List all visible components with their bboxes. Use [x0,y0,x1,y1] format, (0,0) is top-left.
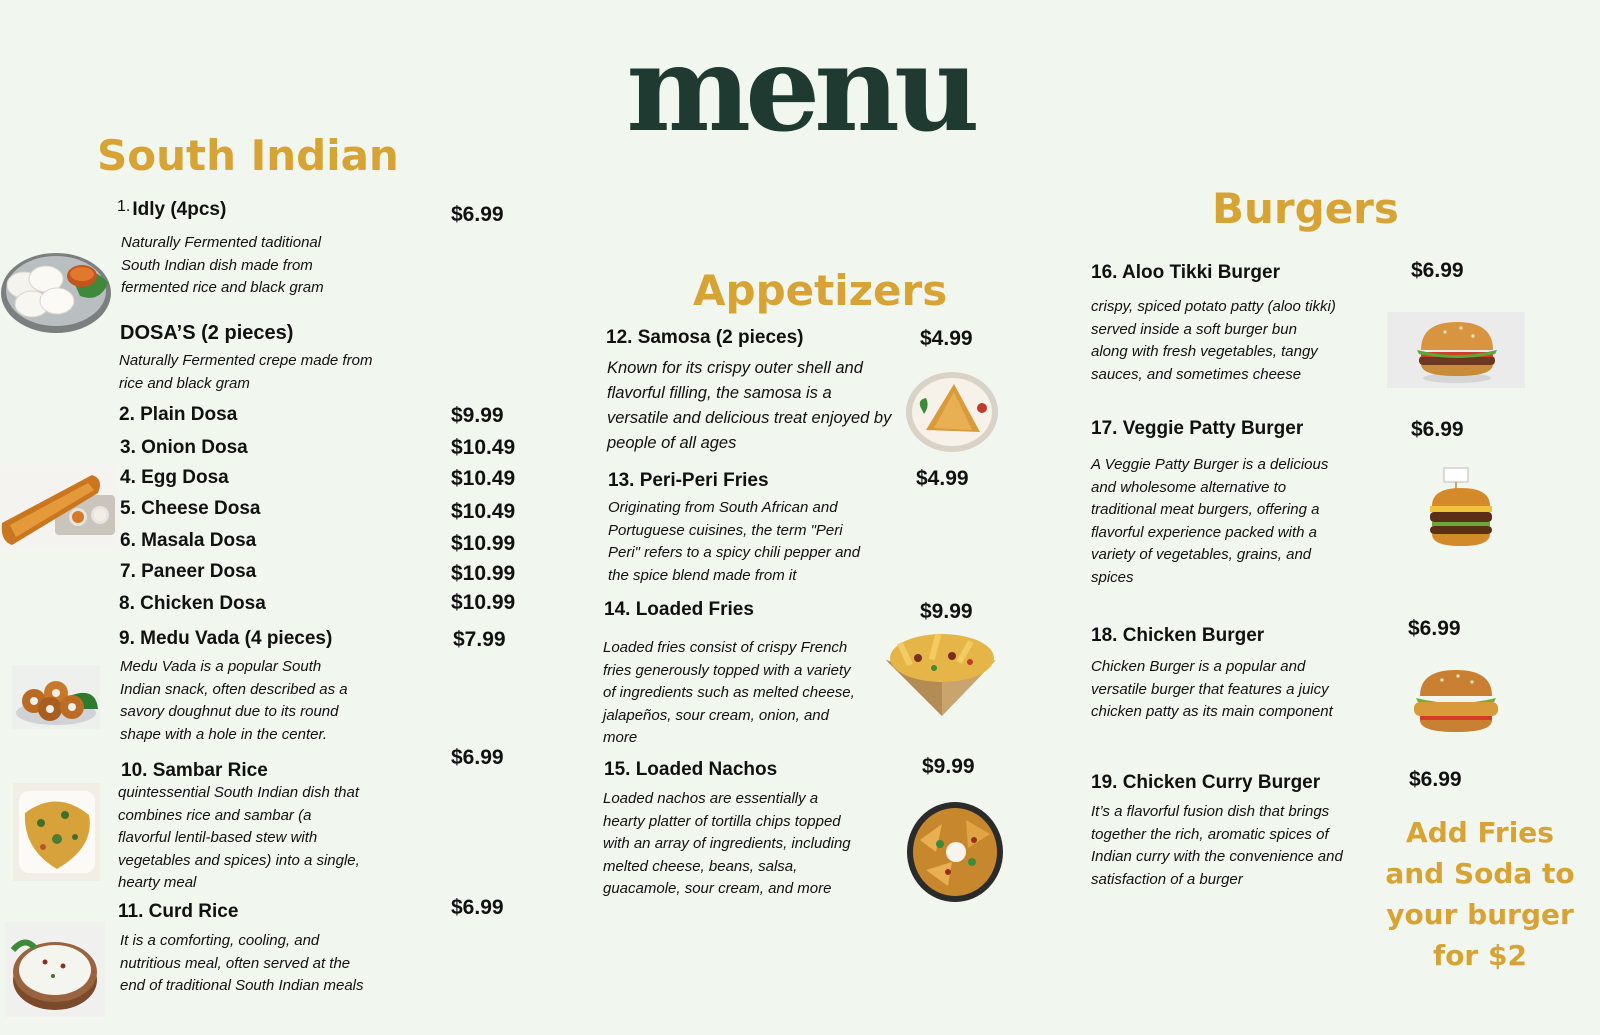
dosas-heading: DOSA’S (2 pieces) [120,322,294,344]
loaded-fries-image [882,628,1000,718]
aloo-tikki-burger-image [1387,312,1525,388]
promo-fries-soda [1380,812,1580,976]
promo-line-3: your burger [1386,898,1574,931]
medu-vada-image [12,665,100,729]
chicken-curry-burger-price: $6.99 [1409,768,1462,791]
chicken-dosa-price: $10.99 [451,591,516,614]
idly-number: 1. [117,198,131,215]
samosa-image [904,370,1000,454]
chicken-burger-image [1408,666,1504,738]
appetizers-heading: Appetizers [693,266,948,315]
sambar-rice-price: $6.99 [451,746,504,769]
dosas-description: Naturally Fermented crepe made from rice and black gram [119,352,373,392]
loaded-fries-description: Loaded fries consist of crispy French fries generously topped with a variety of ingredients such as melted cheese, jalapeños, sour cream, onion, and more [603,639,855,746]
sambar-rice-image [13,783,100,881]
burgers-heading: Burgers [1212,184,1399,233]
idly-name [117,198,226,221]
peri-peri-fries-price: $4.99 [916,467,969,490]
masala-dosa-price: $10.99 [451,532,516,555]
promo-line-1: Add Fries [1406,816,1554,849]
veggie-patty-burger-price: $6.99 [1411,418,1464,441]
chicken-burger-name: 18. Chicken Burger [1091,625,1265,646]
loaded-nachos-price: $9.99 [922,755,975,778]
onion-dosa-name: 3. Onion Dosa [120,437,248,458]
idly-label: Idly (4pcs) [132,199,227,220]
samosa-name: 12. Samosa (2 pieces) [606,327,804,348]
plain-dosa-price: $9.99 [451,404,504,427]
aloo-tikki-burger-description: crispy, spiced potato patty (aloo tikki) served inside a soft burger bun along with fresh vegetables, tangy sauces, and sometimes cheese [1091,298,1336,383]
egg-dosa-name: 4. Egg Dosa [120,467,229,488]
veggie-patty-burger-description: A Veggie Patty Burger is a delicious and wholesome alternative to traditional meat burgers, offering a flavorful experience packed with a variety of vegetables, grains, and spices [1091,456,1329,586]
idly-price: $6.99 [451,203,504,226]
samosa-description: Known for its crispy outer shell and flavorful filling, the samosa is a versatile and delicious treat enjoyed by people of all ages [607,359,892,452]
sambar-rice-name: 10. Sambar Rice [121,760,268,781]
promo-line-2: and Soda to [1385,857,1575,890]
aloo-tikki-burger-name: 16. Aloo Tikki Burger [1091,262,1280,283]
veggie-patty-burger-image [1418,466,1504,556]
chicken-dosa-name: 8. Chicken Dosa [119,593,266,614]
aloo-tikki-burger-price: $6.99 [1411,259,1464,282]
loaded-nachos-image [906,800,1004,904]
chicken-burger-description: Chicken Burger is a popular and versatile burger that features a juicy chicken patty as its main component [1091,658,1333,720]
medu-vada-price: $7.99 [453,628,506,651]
dosa-image [0,465,118,550]
medu-vada-name: 9. Medu Vada (4 pieces) [119,628,333,649]
samosa-price: $4.99 [920,327,973,350]
egg-dosa-price: $10.49 [451,467,516,490]
loaded-nachos-name: 15. Loaded Nachos [604,759,778,780]
cheese-dosa-price: $10.49 [451,500,516,523]
chicken-curry-burger-description: It’s a flavorful fusion dish that brings together the rich, aromatic spices of Indian curry with the convenience and satisfaction of a burger [1091,803,1343,888]
curd-rice-description: It is a comforting, cooling, and nutritious meal, often served at the end of traditional South Indian meals [120,932,364,994]
veggie-patty-burger-name: 17. Veggie Patty Burger [1091,418,1304,439]
idly-image [0,248,112,338]
promo-line-4: for $2 [1433,939,1527,972]
loaded-nachos-description: Loaded nachos are essentially a hearty platter of tortilla chips topped with an array of ingredients, including melted cheese, beans, salsa, guacamole, sour cream, and more [603,790,851,897]
menu-title: menu [626,19,974,158]
south-indian-heading: South Indian [97,131,399,180]
peri-peri-fries-name: 13. Peri-Peri Fries [608,470,769,491]
peri-peri-fries-description: Originating from South African and Portuguese cuisines, the term "Peri Peri" refers to a spicy chili pepper and the spice blend made from it [608,499,861,584]
medu-vada-description: Medu Vada is a popular South Indian snack, often described as a savory doughnut due to its round shape with a hole in the center. [120,658,348,743]
curd-rice-name: 11. Curd Rice [118,901,239,922]
curd-rice-price: $6.99 [451,896,504,919]
chicken-burger-price: $6.99 [1408,617,1461,640]
cheese-dosa-name: 5. Cheese Dosa [120,498,261,519]
sambar-rice-description: quintessential South Indian dish that combines rice and sambar (a flavorful lentil-based stew with vegetables and spices) into a single, hearty meal [118,784,360,891]
onion-dosa-price: $10.49 [451,436,516,459]
masala-dosa-name: 6. Masala Dosa [120,530,257,551]
plain-dosa-name: 2. Plain Dosa [119,404,238,425]
chicken-curry-burger-name: 19. Chicken Curry Burger [1091,772,1321,793]
paneer-dosa-name: 7. Paneer Dosa [120,561,257,582]
paneer-dosa-price: $10.99 [451,562,516,585]
curd-rice-image [5,922,105,1017]
loaded-fries-name: 14. Loaded Fries [604,599,754,620]
idly-description: Naturally Fermented taditional South Indian dish made from fermented rice and black gram [121,234,324,296]
loaded-fries-price: $9.99 [920,600,973,623]
